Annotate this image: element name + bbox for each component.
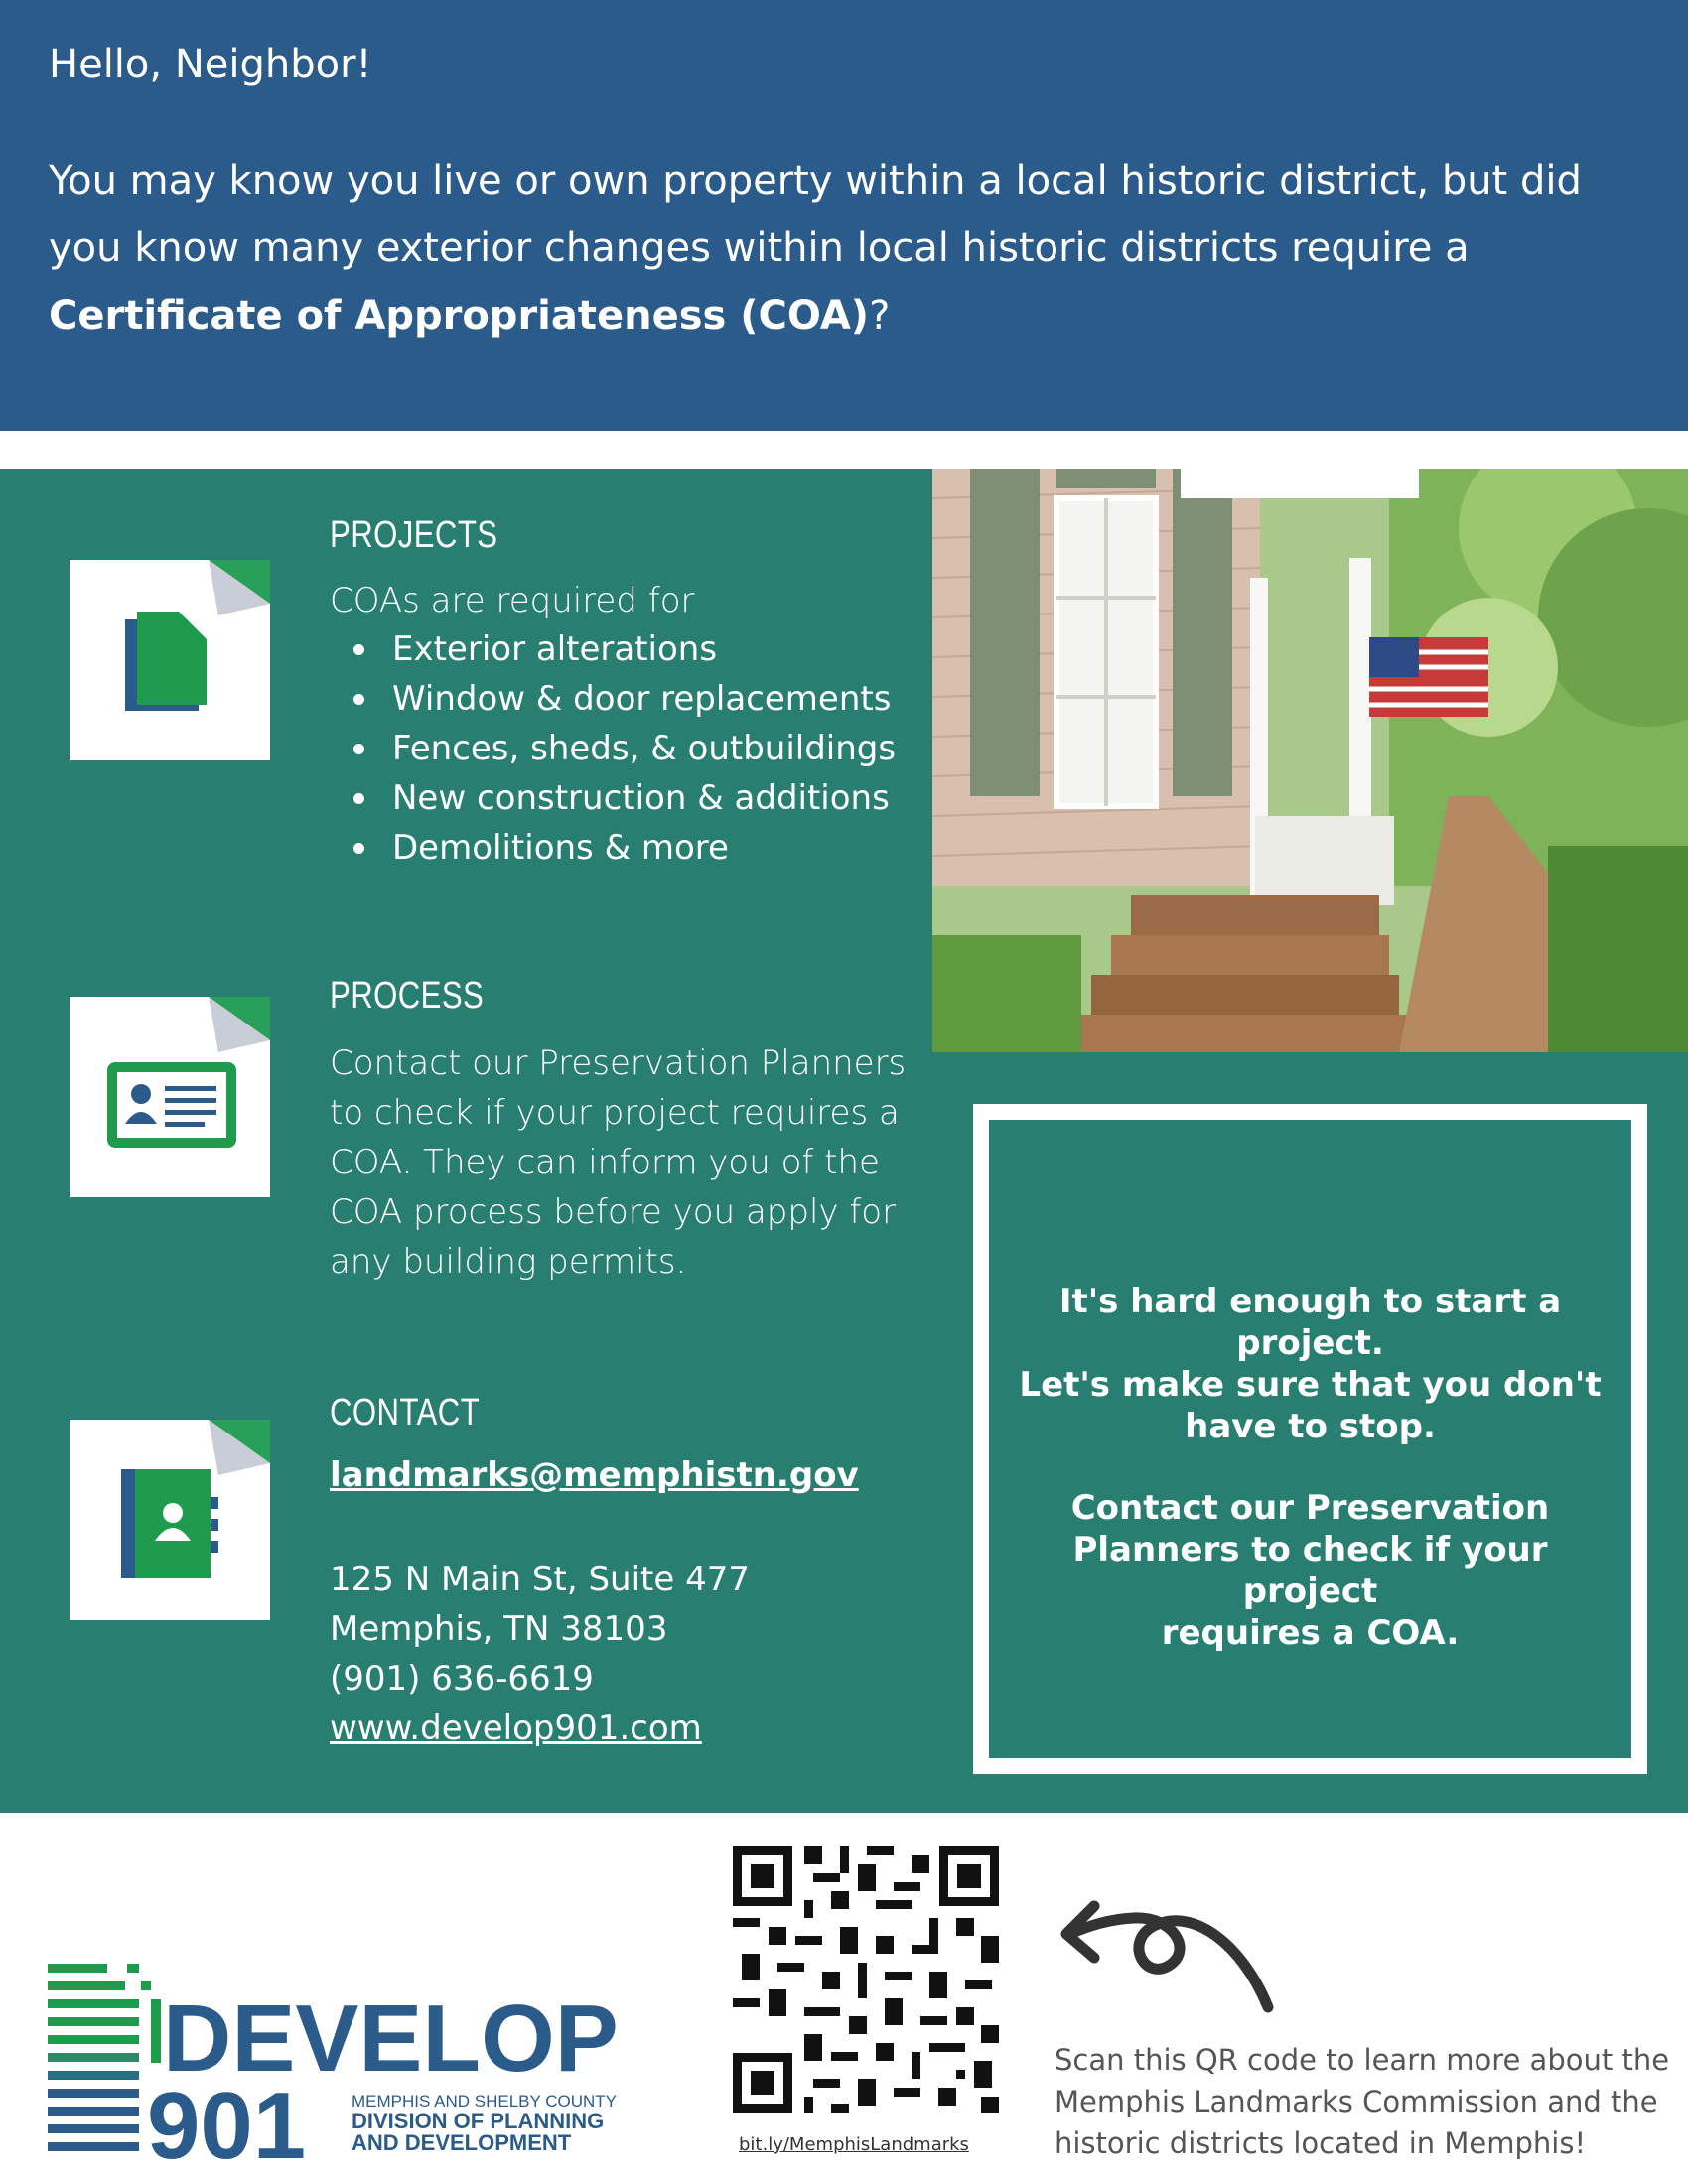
intro-question-mark: ? [869, 293, 891, 339]
greeting: Hello, Neighbor! [49, 42, 372, 87]
contact-email-link[interactable]: landmarks@memphistn.gov [330, 1455, 859, 1495]
projects-lead: COAs are required for [330, 581, 695, 620]
phone-number: (901) 636-6619 [330, 1659, 594, 1699]
website-link[interactable]: www.develop901.com [330, 1708, 702, 1748]
id-card-icon [70, 997, 270, 1197]
process-title: PROCESS [330, 975, 485, 1017]
process-line: to check if your project requires a [330, 1093, 900, 1133]
list-item: Exterior alterations [330, 624, 896, 674]
qr-short-link[interactable]: bit.ly/MemphisLandmarks [739, 2134, 969, 2155]
contact-book-icon [70, 1420, 270, 1620]
document-icon [70, 560, 270, 760]
list-item: Fences, sheds, & outbuildings [330, 724, 896, 773]
scan-line: Memphis Landmarks Commission and the [1055, 2085, 1658, 2118]
document-icon-card [70, 560, 270, 760]
address-line-2: Memphis, TN 38103 [330, 1609, 668, 1649]
qr-instructions [1055, 2039, 1670, 2164]
callout-line: have to stop. [1185, 1407, 1436, 1446]
scan-line: Scan this QR code to learn more about the [1055, 2043, 1670, 2077]
list-item: Demolitions & more [330, 823, 896, 873]
list-item: New construction & additions [330, 773, 896, 823]
intro-text: You may know you live or own property within a local historic district, but did you know many exterior changes within local historic districts require a [49, 158, 1582, 271]
list-item: Window & door replacements [330, 674, 896, 724]
callout-box [973, 1104, 1647, 1774]
callout-line: Planners to check if your project [1072, 1530, 1548, 1611]
contact-details [330, 1555, 750, 1753]
process-line: Contact our Preservation Planners [330, 1043, 907, 1083]
logo-number: 901 [147, 2073, 307, 2162]
process-line: any building permits. [330, 1242, 687, 1282]
logo-subtitle-3: AND DEVELOPMENT [352, 2130, 572, 2155]
contact-title: CONTACT [330, 1392, 481, 1433]
address-line-1: 125 N Main St, Suite 477 [330, 1560, 750, 1599]
historic-house-photo [932, 469, 1688, 1052]
logo-word: DEVELOP [163, 1985, 619, 2092]
header-banner [0, 0, 1688, 431]
logo-bars-icon [48, 1964, 161, 2151]
process-line: COA process before you apply for [330, 1192, 897, 1232]
scan-line: historic districts located in Memphis! [1055, 2126, 1587, 2160]
logo-subtitle-1: MEMPHIS AND SHELBY COUNTY [352, 2092, 618, 2111]
curved-arrow-icon [1055, 1886, 1283, 2015]
qr-code[interactable] [733, 1846, 999, 2113]
logo-subtitle-2: DIVISION OF PLANNING [352, 2109, 605, 2133]
projects-list [330, 624, 896, 873]
callout-line: Contact our Preservation [1070, 1488, 1550, 1528]
process-line: COA. They can inform you of the [330, 1143, 880, 1182]
contact-book-icon-card [70, 1420, 270, 1620]
callout-line: It's hard enough to start a project. [1058, 1282, 1562, 1363]
callout-line: requires a COA. [1161, 1613, 1460, 1653]
projects-title: PROJECTS [330, 514, 498, 556]
callout-line: Let's make sure that you don't [1019, 1365, 1602, 1405]
callout-message-2 [989, 1487, 1631, 1654]
process-body [330, 1038, 906, 1287]
intro-coa-term: Certificate of Appropriateness (COA) [49, 293, 870, 339]
callout-message-1 [989, 1281, 1631, 1447]
id-card-icon-card [70, 997, 270, 1197]
intro-paragraph [49, 147, 1657, 349]
develop901-logo [48, 1964, 663, 2162]
